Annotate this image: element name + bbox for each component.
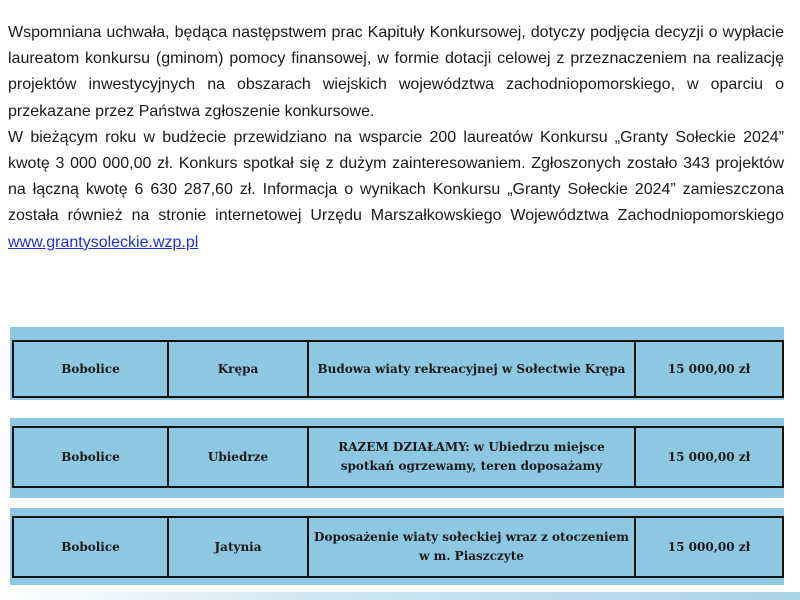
solectwo-cell: Krępa — [168, 341, 308, 397]
solectwo-cell: Jatynia — [168, 517, 308, 577]
gmina-cell: Bobolice — [13, 341, 168, 397]
project-cell: Doposażenie wiaty sołeckiej wraz z otoczeniem w m. Piaszczyte — [308, 517, 635, 577]
paragraph-budget — [8, 125, 784, 256]
table-row — [13, 517, 783, 577]
project-cell: Budowa wiaty rekreacyjnej w Sołectwie Krępa — [308, 341, 635, 397]
contest-website-link[interactable]: www.grantysoleckie.wzp.pl — [8, 233, 199, 251]
paragraph-budget-text: W bieżącym roku w budżecie przewidziano na wsparcie 200 laureatów Konkursu „Granty Sołeckie 2024” kwotę 3 000 000,00 zł. Konkurs spotkał się z dużym zainteresowaniem. Zgłoszonych zostało 343 projektów na łączną kwotę 6 630 287,60 zł. Informacja o wynikach Konkursu „Granty Sołeckie 2024” zamieszczona została również na stronie internetowej Urzędu Marszałkowskiego Województwa Zachodniopomorskiego — [8, 128, 784, 225]
gmina-cell: Bobolice — [13, 427, 168, 487]
paragraph-decision: Wspomniana uchwała, będąca następstwem prac Kapituły Konkursowej, dotyczy podjęcia decyzji o wypłacie laureatom konkursu (gminom) pomocy finansowej, w formie dotacji celowej z przeznaczeniem na realizację projektów inwestycyjnych na obszarach wiejskich województwa zachodniopomorskiego, w oparciu o przekazane przez Państwa zgłoszenie konkursowe. — [8, 24, 784, 120]
amount-cell: 15 000,00 zł — [635, 341, 783, 397]
solectwo-cell: Ubiedrze — [168, 427, 308, 487]
amount-cell: 15 000,00 zł — [635, 517, 783, 577]
letter-body — [8, 20, 784, 256]
grant-row-table — [12, 340, 784, 398]
gmina-cell: Bobolice — [13, 517, 168, 577]
table-row — [13, 341, 783, 397]
bottom-decorative-bar — [0, 592, 800, 600]
amount-cell: 15 000,00 zł — [635, 427, 783, 487]
grant-row-table — [12, 516, 784, 578]
grant-row-table — [12, 426, 784, 488]
project-cell: RAZEM DZIAŁAMY: w Ubiedrzu miejsce spotkań ogrzewamy, teren doposażamy — [308, 427, 635, 487]
table-row — [13, 427, 783, 487]
